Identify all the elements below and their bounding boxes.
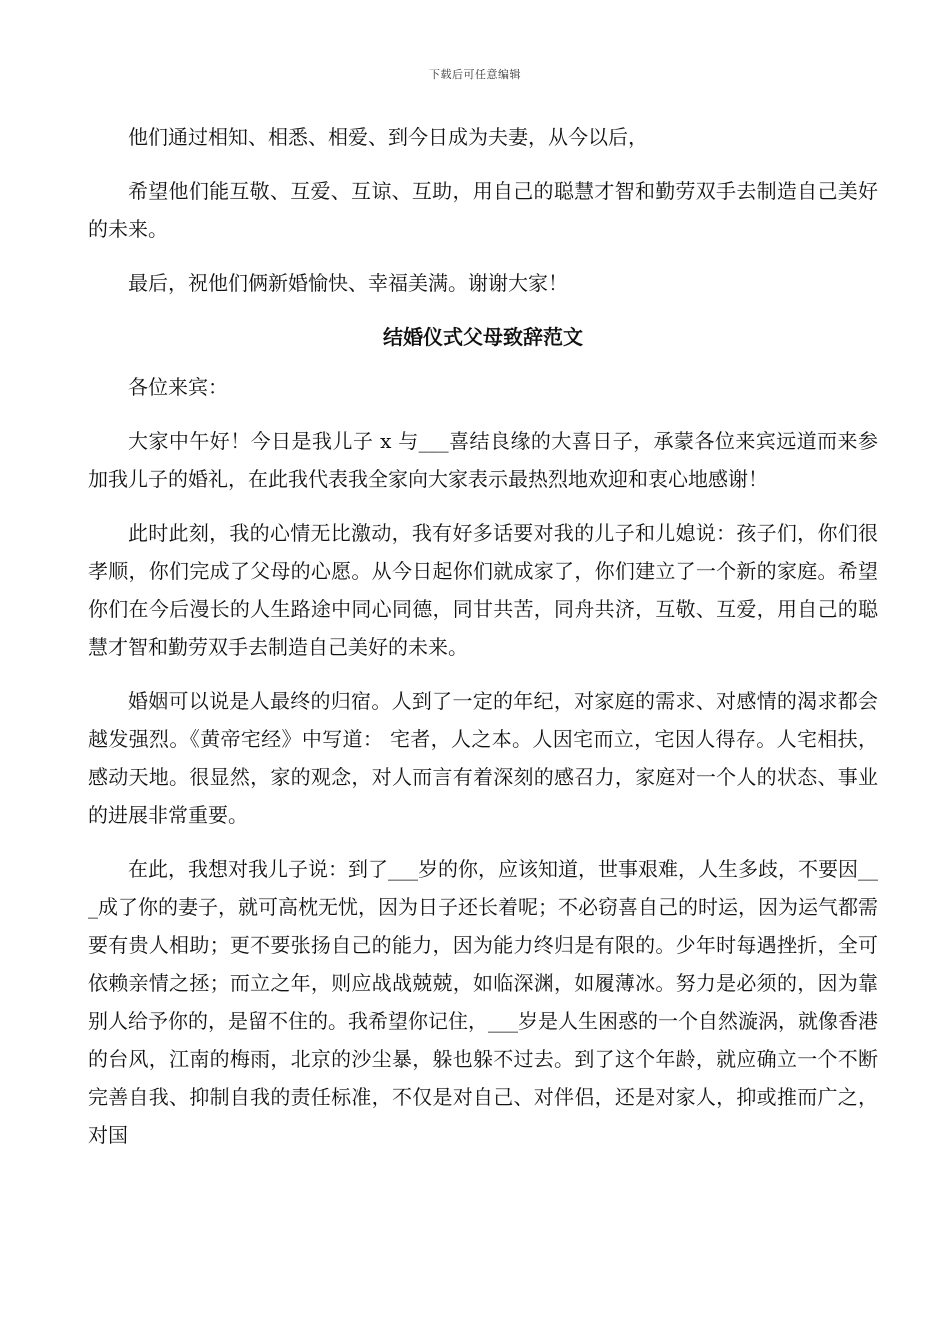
paragraph-greeting: 大家中午好！今日是我儿子 x 与___喜结良缘的大喜日子，承蒙各位来宾远道而来参加我儿子的婚礼，在此我代表我全家向大家表示最热烈地欢迎和衷心地感谢！ <box>88 429 878 491</box>
paragraph-1: 他们通过相知、相悉、相爱、到今日成为夫妻，从今以后， <box>128 125 648 149</box>
paragraph-3: 最后，祝他们俩新婚愉快、幸福美满。谢谢大家！ <box>128 271 568 295</box>
document-body <box>88 118 878 1170</box>
paragraph-advice: 在此，我想对我儿子说：到了___岁的你，应该知道，世事艰难，人生多歧，不要因___成了你的妻子，就可高枕无忧，因为日子还长着呢；不必窃喜自己的时运，因为运气都需要有贵人相助；更不要张扬自己的能力，因为能力终归是有限的。少年时每遇挫折，全可依赖亲情之拯；而立之年，则应战战兢兢，如临深渊，如履薄冰。努力是必须的，因为靠别人给予你的，是留不住的。我希望你记住，___岁是人生困惑的一个自然漩涡，就像香港的台风，江南的梅雨，北京的沙尘暴，躲也躲不过去。到了这个年龄，就应确立一个不断完善自我、抑制自我的责任标准，不仅是对自己、对伴侣，还是对家人，抑或推而广之，对国 <box>88 857 878 1147</box>
paragraph-marriage: 婚姻可以说是人最终的归宿。人到了一定的年纪，对家庭的需求、对感情的渴求都会越发强烈。《黄帝宅经》中写道： 宅者，人之本。人因宅而立，宅因人得存。人宅相扶，感动天地。很显然，家的观念，对人而言有着深刻的感召力，家庭对一个人的状态、事业的进展非常重要。 <box>88 689 878 827</box>
header-note: 下载后可任意编辑 <box>429 68 521 81</box>
paragraph-wishes: 此时此刻，我的心情无比激动，我有好多话要对我的儿子和儿媳说：孩子们，你们很孝顺，你们完成了父母的心愿。从今日起你们就成家了，你们建立了一个新的家庭。希望你们在今后漫长的人生路途中同心同德，同甘共苦，同舟共济，互敬、互爱，用自己的聪慧才智和勤劳双手去制造自己美好的未来。 <box>88 521 878 659</box>
section-heading: 结婚仪式父母致辞范文 <box>383 325 583 349</box>
salutation: 各位来宾： <box>128 375 228 399</box>
paragraph-2: 希望他们能互敬、互爱、互谅、互助，用自己的聪慧才智和勤劳双手去制造自己美好的未来。 <box>88 179 878 241</box>
